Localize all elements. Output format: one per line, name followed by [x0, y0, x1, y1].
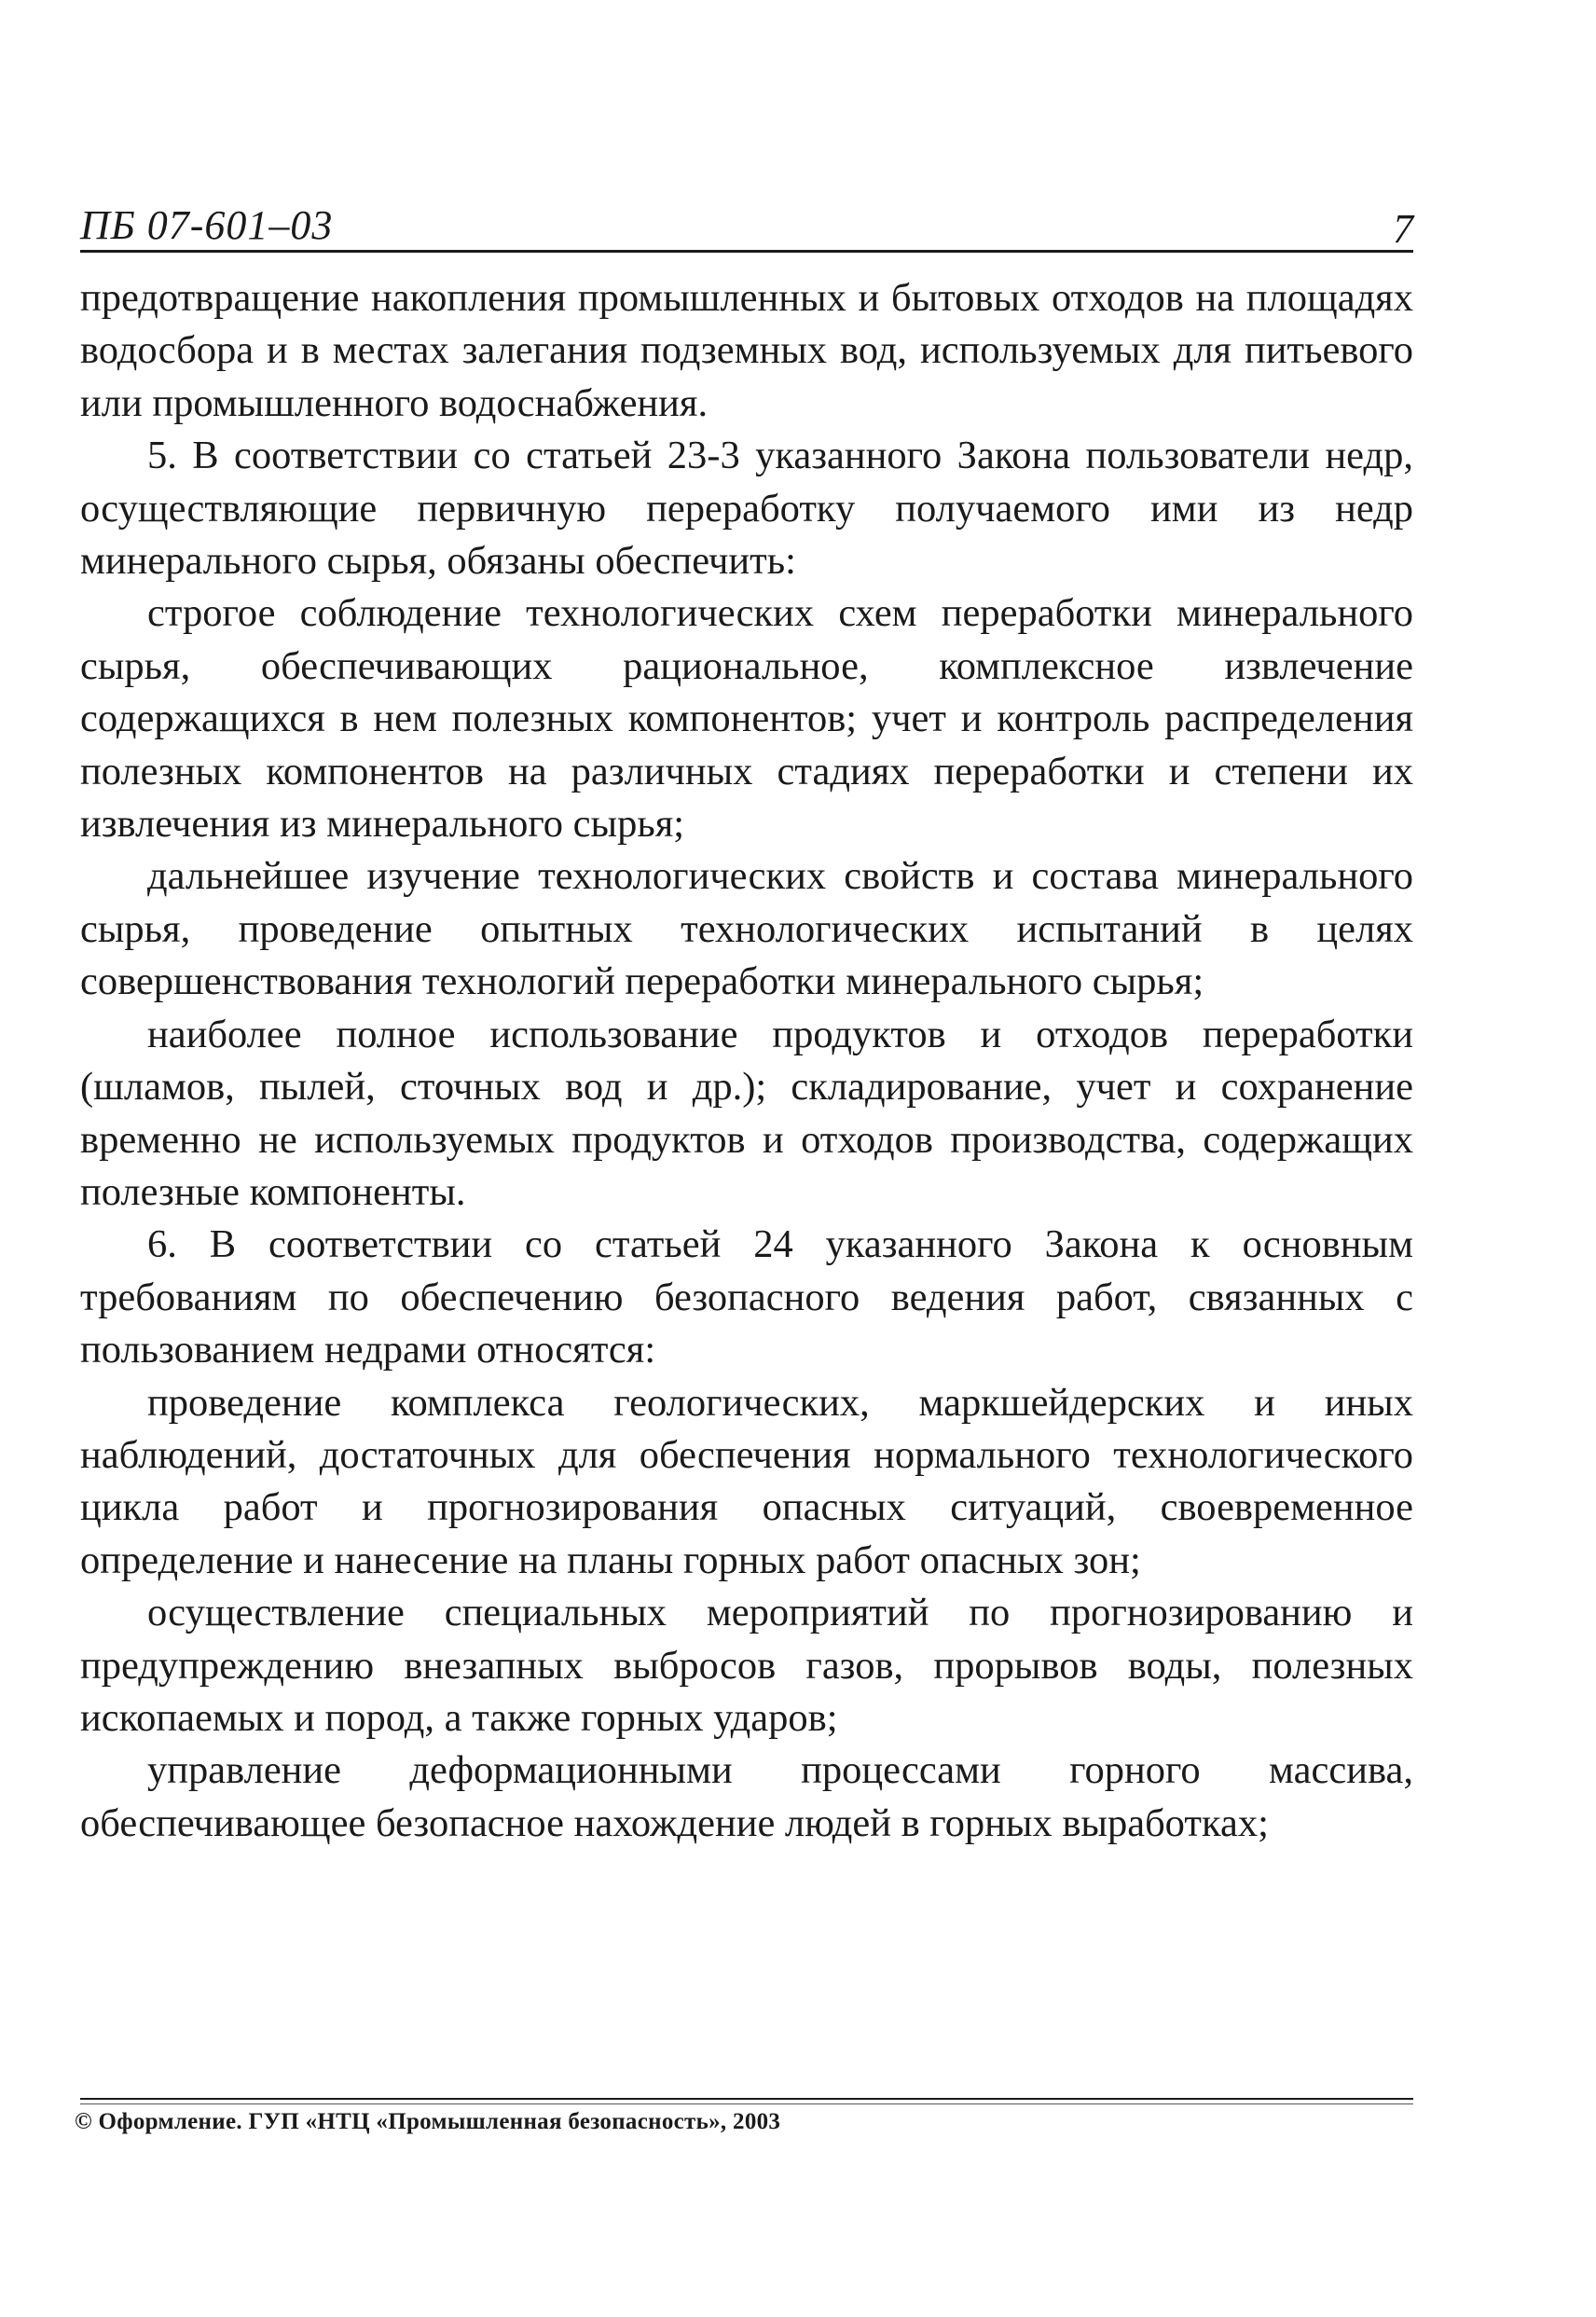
page-number: 7 — [1393, 206, 1413, 252]
paragraph: проведение комплекса геологических, маркшейдерских и иных наблюдений, достаточных для обеспечения нормального технологического цикла работ и прогнозирования опасных ситуаций, своевременное определение и нанесение на планы горных работ опасных зон; — [80, 1380, 1413, 1582]
paragraph: предотвращение накопления промышленных и бытовых отходов на площадях водосбора и в местах залегания подземных вод, используемых для питьевого или промышленного водоснабжения. — [80, 276, 1413, 425]
footer-divider — [80, 2098, 1413, 2100]
document-code: ПБ 07-601–03 — [80, 202, 334, 248]
body-text — [80, 272, 1413, 1850]
footer-divider-thin — [80, 2103, 1413, 2104]
paragraph: осуществление специальных мероприятий по прогнозированию и предупреждению внезапных выбросов газов, прорывов воды, полезных ископаемых и пород, а также горных ударов; — [80, 1591, 1413, 1740]
paragraph: дальнейшее изучение технологических свойств и состава минерального сырья, проведение опытных технологических испытаний в целях совершенствования технологий переработки минерального сырья; — [80, 854, 1413, 1004]
paragraph: 6. В соответствии со статьей 24 указанного Закона к основным требованиям по обеспечению безопасного ведения работ, связанных с пользованием недрами относятся: — [80, 1222, 1413, 1372]
paragraph: наиболее полное использование продуктов и отходов переработки (шламов, пылей, сточных вод и др.); складирование, учет и сохранение временно не используемых продуктов и отходов производства, содержащих полезные компоненты. — [80, 1012, 1413, 1214]
copyright-footer: © Оформление. ГУП «НТЦ «Промышленная безопасность», 2003 — [75, 2109, 781, 2134]
paragraph: 5. В соответствии со статьей 23-3 указанного Закона пользователи недр, осуществляющие первичную переработку получаемого ими из недр минерального сырья, обязаны обеспечить: — [80, 434, 1413, 584]
paragraph: строгое соблюдение технологических схем переработки минерального сырья, обеспечивающих рациональное, комплексное извлечение содержащихся в нем полезных компонентов; учет и контроль распределения полезных компонентов на различных стадиях переработки и степени их извлечения из минерального сырья; — [80, 591, 1413, 847]
header-divider — [80, 250, 1413, 253]
running-header — [80, 198, 1413, 257]
paragraph: управление деформационными процессами горного массива, обеспечивающее безопасное нахождение людей в горных выработках; — [80, 1748, 1413, 1845]
